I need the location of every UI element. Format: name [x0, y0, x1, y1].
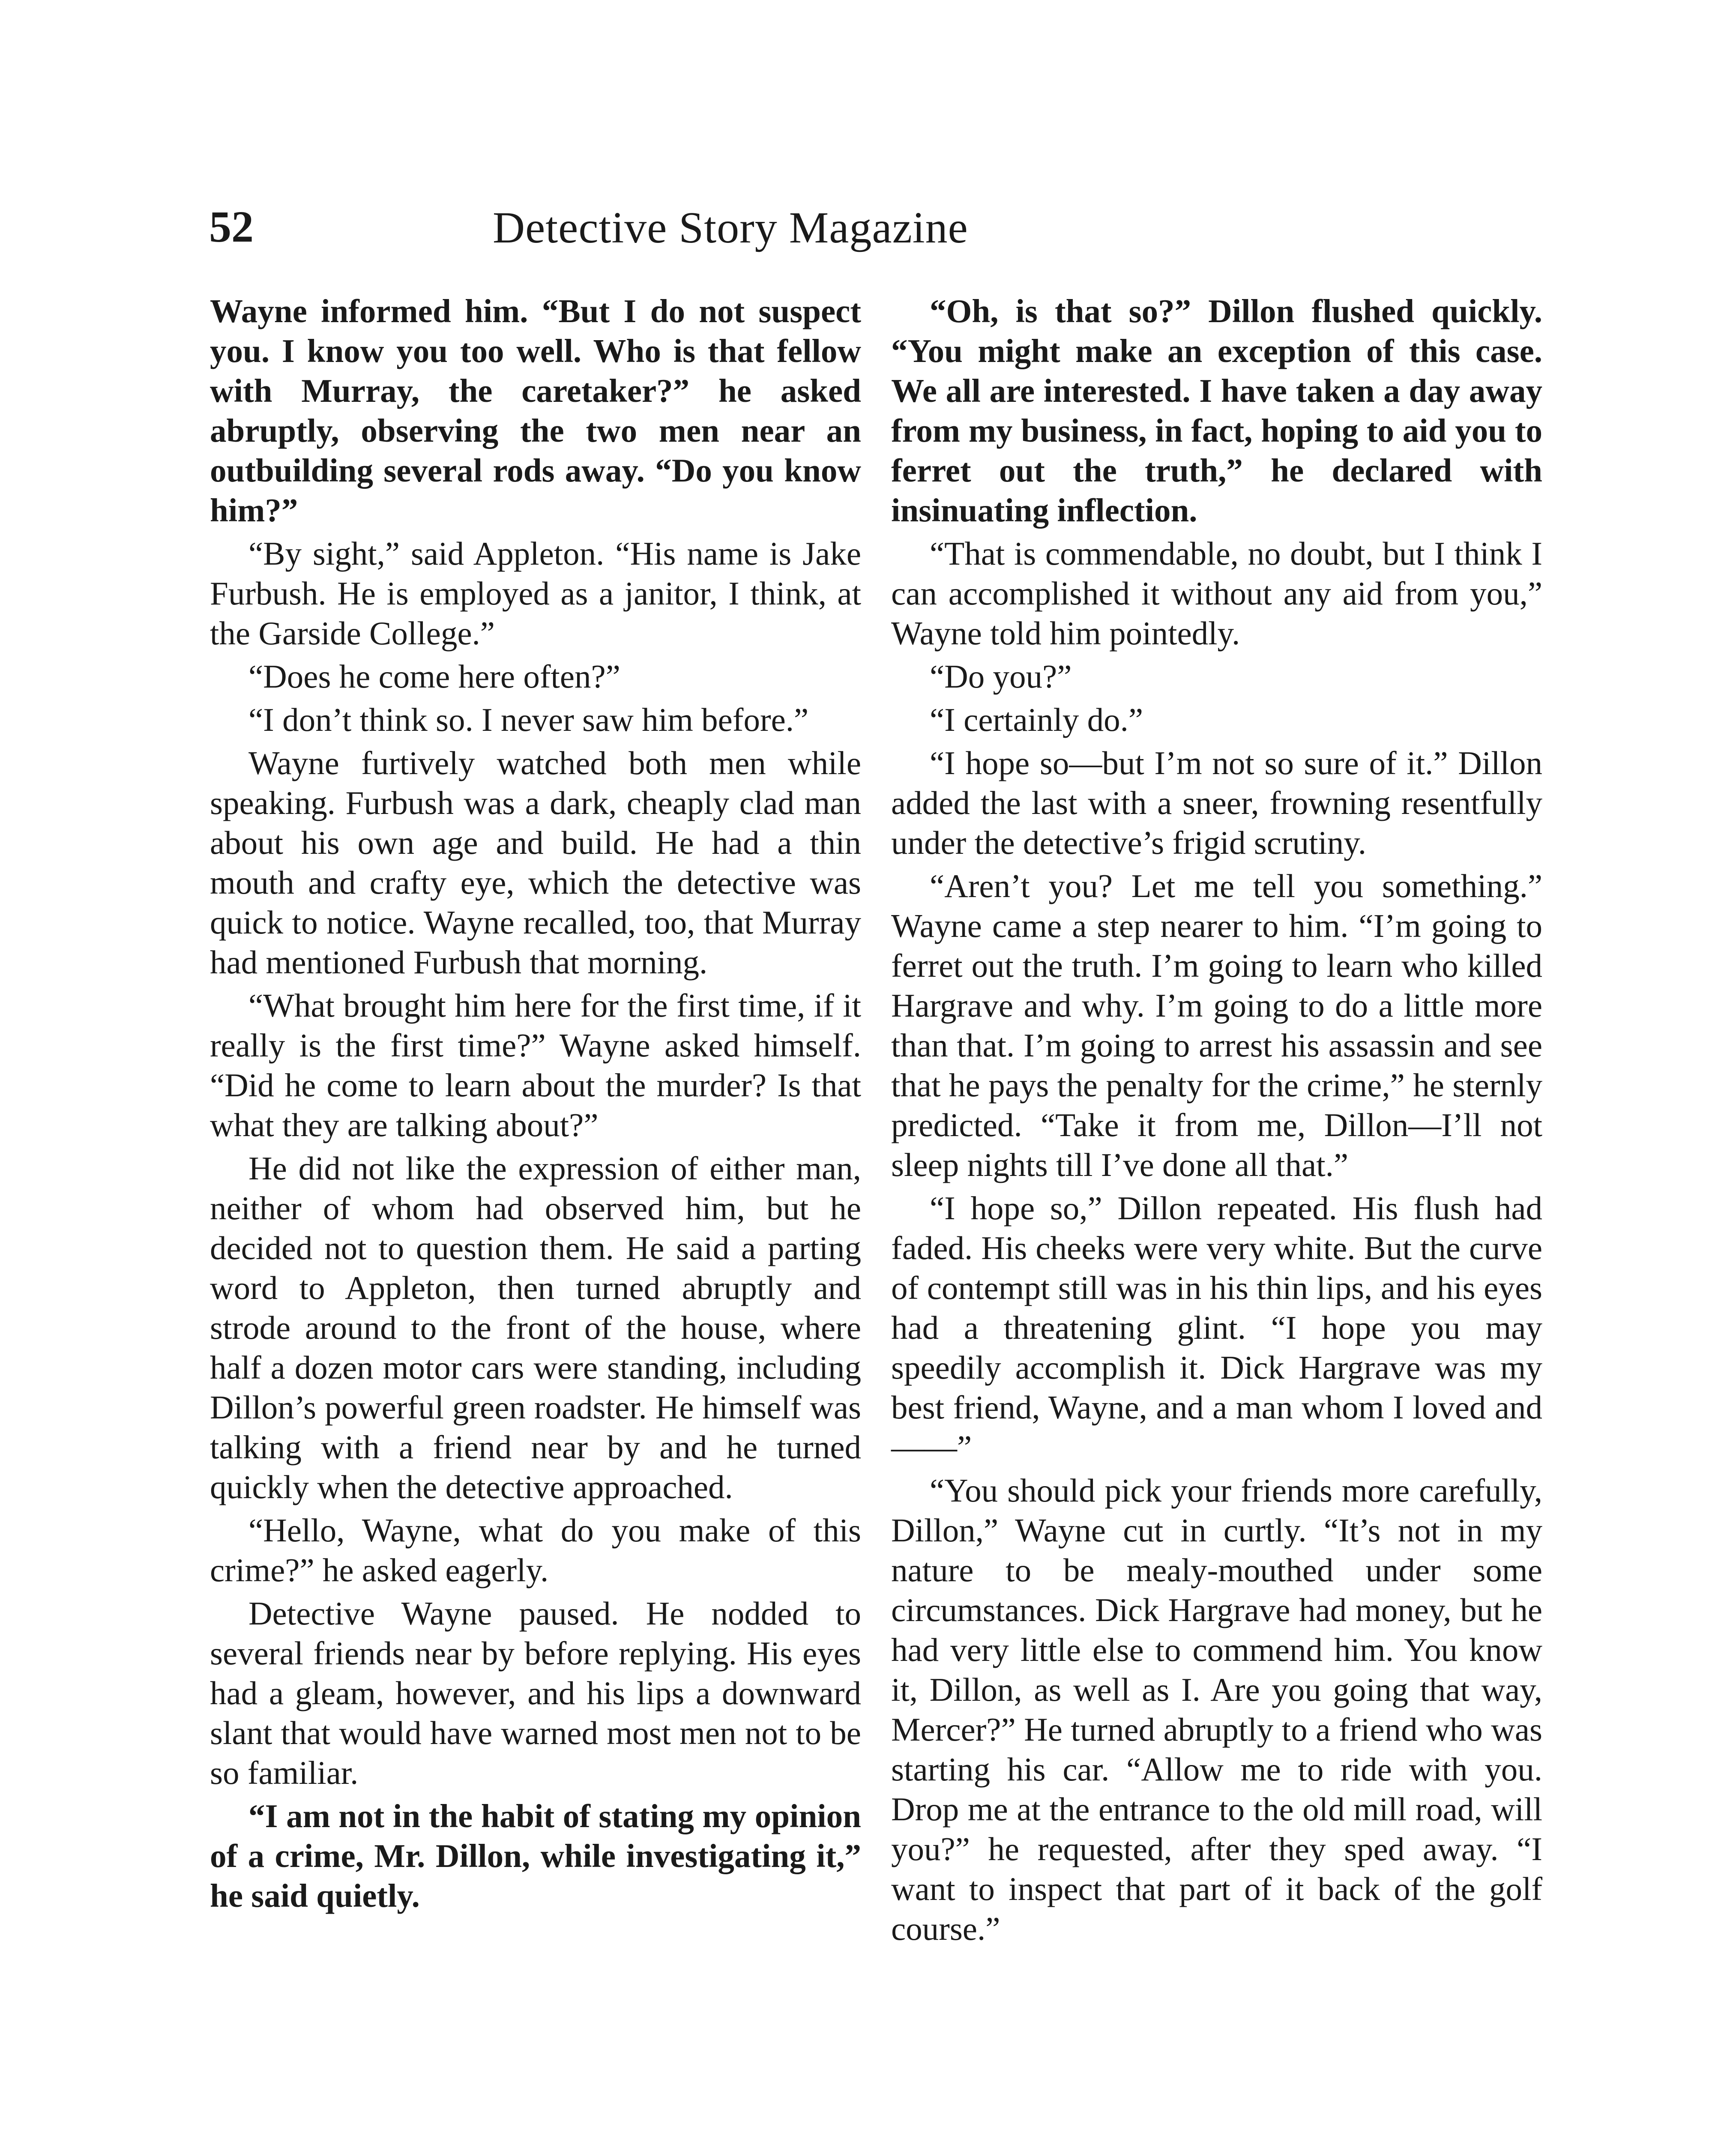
paragraph: “I don’t think so. I never saw him before.” [248, 701, 809, 738]
paragraph: Detective Wayne paused. He nodded to several friends near by before replying. His eyes had a gleam, however, and his lips a downward slant that would have warned most men not to be so familiar. [210, 1595, 861, 1791]
page-number: 52 [209, 202, 254, 251]
left-text-column [210, 291, 861, 1919]
paragraph: “I hope so,” Dillon repeated. His flush had faded. His cheeks were very white. But the curve of contempt still was in his thin lips, and his eyes had a threatening glint. “I hope you may speedily accomplish it. Dick Hargrave was my best friend, Wayne, and a man whom I loved and——” [891, 1190, 1542, 1466]
paragraph: “I am not in the habit of stating my opinion of a crime, Mr. Dillon, while investigating it,” he said quietly. [210, 1798, 861, 1914]
paragraph: “Aren’t you? Let me tell you something.” Wayne came a step nearer to him. “I’m going to ferret out the truth. I’m going to learn who killed Hargrave and why. I’m going to do a little more than that. I’m going to arrest his assassin and see that he pays the penalty for the crime,” he sternly predicted. “Take it from me, Dillon—I’ll not sleep nights till I’ve done all that.” [891, 868, 1542, 1183]
paragraph: “By sight,” said Appleton. “His name is Jake Furbush. He is employed as a janitor, I think, at the Garside College.” [210, 535, 861, 652]
paragraph: “Hello, Wayne, what do you make of this crime?” he asked eagerly. [210, 1512, 861, 1589]
paragraph: Wayne informed him. “But I do not suspect you. I know you too well. Who is that fellow with Murray, the caretaker?” he asked abruptly, observing the two men near an outbuilding several rods away. “Do you know him?” [210, 293, 861, 529]
paragraph: “I certainly do.” [930, 701, 1143, 738]
paragraph: “Do you?” [930, 658, 1072, 695]
paragraph: “I hope so—but I’m not so sure of it.” Dillon added the last with a sneer, frowning resentfully under the detective’s frigid scrutiny. [891, 745, 1542, 861]
paragraph: “Oh, is that so?” Dillon flushed quickly. “You might make an exception of this case. We all are interested. I have taken a day away from my business, in fact, hoping to aid you to ferret out the truth,” he declared with insinuating inflection. [891, 293, 1542, 529]
paragraph: Wayne furtively watched both men while speaking. Furbush was a dark, cheaply clad man about his own age and build. He had a thin mouth and crafty eye, which the detective was quick to notice. Wayne recalled, too, that Murray had mentioned Furbush that morning. [210, 745, 861, 981]
paragraph: “Does he come here often?” [248, 658, 620, 695]
paragraph: He did not like the expression of either man, neither of whom had observed him, but he decided not to question them. He said a parting word to Appleton, then turned abruptly and strode around to the front of the house, where half a dozen motor cars were standing, including Dillon’s powerful green roadster. He himself was talking with a friend near by and he turned quickly when the detective approached. [210, 1150, 861, 1505]
paragraph: “You should pick your friends more carefully, Dillon,” Wayne cut in curtly. “It’s not in my nature to be mealy-mouthed under some circumstances. Dick Hargrave had money, but he had very little else to commend him. You know it, Dillon, as well as I. Are you going that way, Mercer?” He turned abruptly to a friend who was starting his car. “Allow me to ride with you. Drop me at the entrance to the old mill road, will you?” he requested, after they sped away. “I want to inspect that part of it back of the golf course.” [891, 1472, 1542, 1947]
paragraph: “That is commendable, no doubt, but I think I can accomplished it without any aid from you,” Wayne told him pointedly. [891, 535, 1542, 652]
right-text-column [891, 291, 1542, 1952]
running-head-title: Detective Story Magazine [493, 203, 968, 252]
paragraph: “What brought him here for the first time, if it really is the first time?” Wayne asked himself. “Did he come to learn about the murder? Is that what they are talking about?” [210, 987, 861, 1143]
